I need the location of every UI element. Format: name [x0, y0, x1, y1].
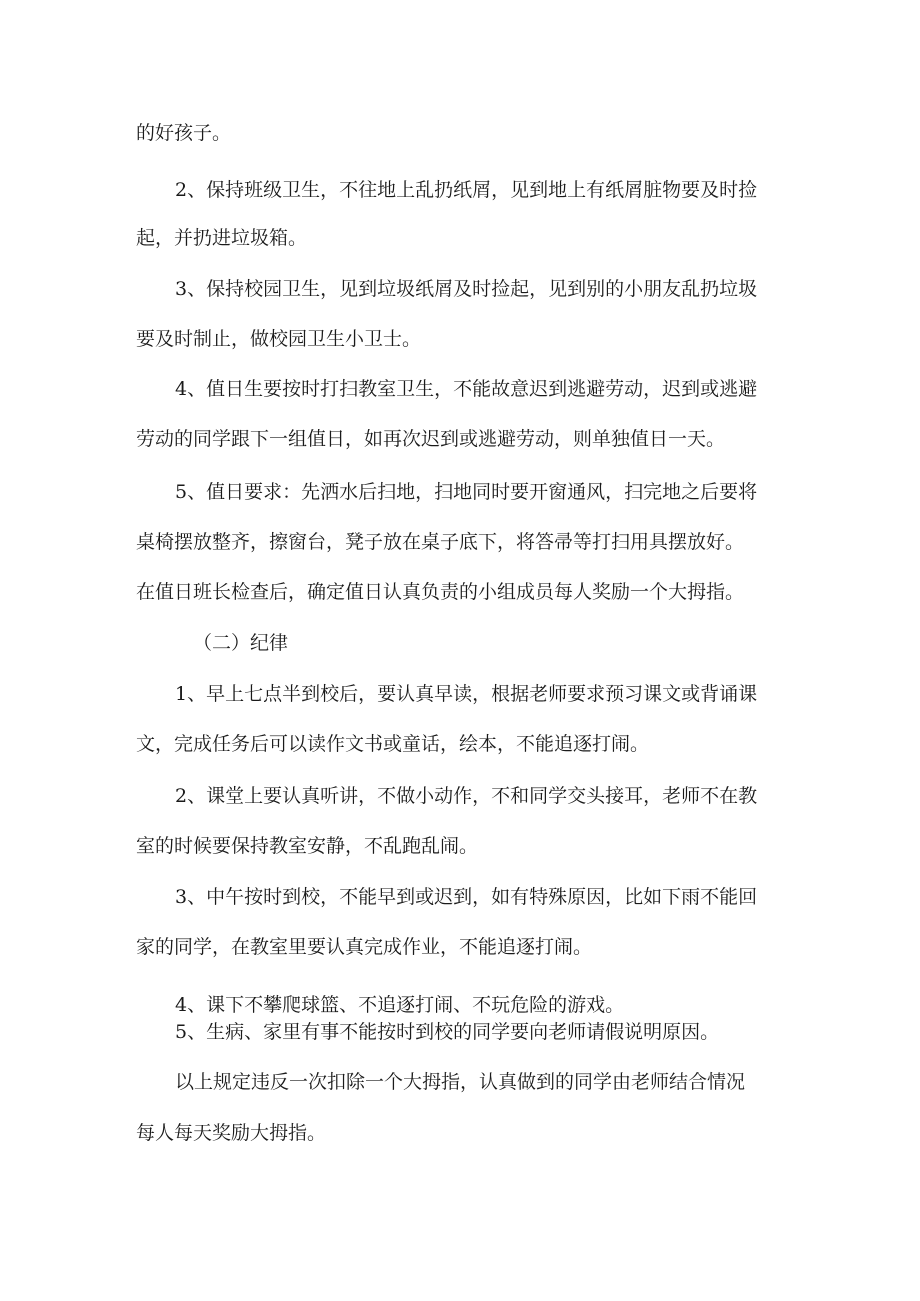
- paragraph-line: 家的同学，在教室里要认真完成作业，不能追逐打闹。: [136, 936, 593, 958]
- paragraph-line: 每人每天奖励大拇指。: [136, 1122, 327, 1144]
- paragraph-line: 劳动的同学跟下一组值日，如再次迟到或逃避劳动，则单独值日一天。: [136, 428, 726, 450]
- section-heading: （二）纪律: [193, 632, 289, 654]
- paragraph-line: 2、课堂上要认真听讲，不做小动作，不和同学交头接耳，老师不在教: [175, 785, 758, 807]
- paragraph-line: 5、值日要求：先洒水后扫地，扫地同时要开窗通风，扫完地之后要将: [175, 481, 758, 503]
- paragraph-line: 文，完成任务后可以读作文书或童话，绘本，不能追逐打闹。: [136, 733, 650, 755]
- paragraph-line: 3、保持校园卫生，见到垃圾纸屑及时捡起，见到别的小朋友乱扔垃圾: [175, 278, 758, 300]
- paragraph-line: 4、值日生要按时打扫教室卫生，不能故意迟到逃避劳动，迟到或逃避: [175, 378, 758, 400]
- paragraph-line: 以上规定违反一次扣除一个大拇指，认真做到的同学由老师结合情况: [175, 1071, 746, 1093]
- paragraph-line: 5、生病、家里有事不能按时到校的同学要向老师请假说明原因。: [175, 1021, 720, 1043]
- paragraph-line: 3、中午按时到校，不能早到或迟到，如有特殊原因，比如下雨不能回: [175, 886, 758, 908]
- paragraph-line: 在值日班长检查后，确定值日认真负责的小组成员每人奖励一个大拇指。: [136, 581, 745, 603]
- paragraph-line: 桌椅摆放整齐，擦窗台，凳子放在桌子底下，将答帚等打扫用具摆放好。: [136, 531, 745, 553]
- paragraph-line: 要及时制止，做校园卫生小卫士。: [136, 328, 422, 350]
- paragraph-line: 2、保持班级卫生，不往地上乱扔纸屑，见到地上有纸屑脏物要及时捡: [175, 179, 758, 201]
- paragraph-line: 室的时候要保持教室安静，不乱跑乱闹。: [136, 835, 479, 857]
- paragraph-line: 的好孩子。: [136, 122, 232, 144]
- paragraph-line: 4、课下不攀爬球篮、不追逐打闹、不玩危险的游戏。: [175, 994, 625, 1016]
- paragraph-line: 起，并扔进垃圾箱。: [136, 227, 308, 249]
- paragraph-line: 1、早上七点半到校后，要认真早读，根据老师要求预习课文或背诵课: [175, 683, 758, 705]
